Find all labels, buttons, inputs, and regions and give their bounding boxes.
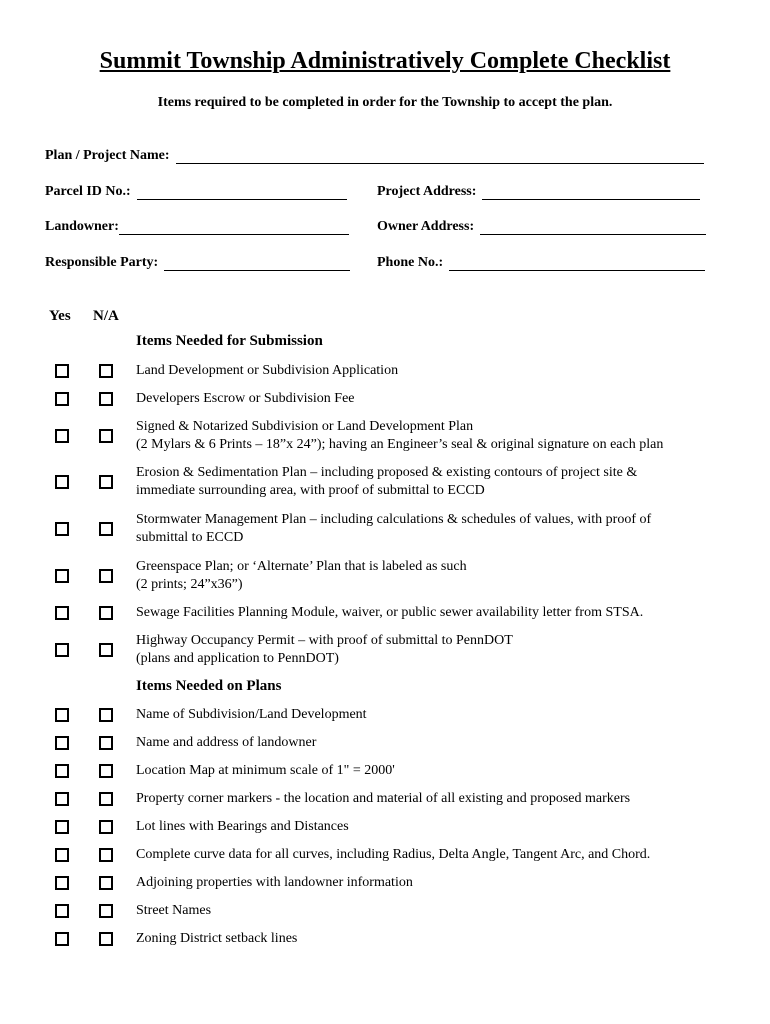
yes-checkbox[interactable] (55, 643, 69, 657)
plan-name-label: Plan / Project Name: (45, 148, 170, 163)
item-text (136, 604, 736, 622)
item-text (136, 762, 736, 780)
na-checkbox[interactable] (99, 764, 113, 778)
item-line: (plans and application to PennDOT) (136, 651, 339, 666)
parcel-id-field[interactable] (45, 180, 347, 200)
na-checkbox[interactable] (99, 364, 113, 378)
plans-heading: Items Needed on Plans (136, 678, 282, 694)
na-checkbox[interactable] (99, 792, 113, 806)
project-address-label: Project Address: (377, 184, 477, 199)
yes-checkbox[interactable] (55, 606, 69, 620)
phone-input-line[interactable] (449, 256, 705, 271)
item-text (136, 706, 736, 724)
responsible-party-input-line[interactable] (164, 256, 350, 271)
item-line: Street Names (136, 903, 212, 918)
na-checkbox[interactable] (99, 904, 113, 918)
submission-heading: Items Needed for Submission (136, 333, 323, 349)
item-line: Signed & Notarized Subdivision or Land Development Plan (136, 419, 474, 434)
responsible-party-label: Responsible Party: (45, 255, 159, 270)
na-checkbox[interactable] (99, 932, 113, 946)
responsible-party-field[interactable] (45, 251, 350, 271)
yes-checkbox[interactable] (55, 475, 69, 489)
item-text (136, 846, 736, 864)
item-text (136, 874, 736, 892)
na-checkbox[interactable] (99, 606, 113, 620)
item-text (136, 464, 736, 500)
yes-checkbox[interactable] (55, 820, 69, 834)
yes-checkbox[interactable] (55, 429, 69, 443)
yes-checkbox[interactable] (55, 569, 69, 583)
landowner-field[interactable] (45, 215, 349, 235)
item-line: Sewage Facilities Planning Module, waiver, or public sewer availability letter from STSA. (136, 605, 644, 620)
page-title: Summit Township Administratively Complete Checklist (99, 48, 671, 74)
na-checkbox[interactable] (99, 876, 113, 890)
na-checkbox[interactable] (99, 569, 113, 583)
project-address-input-line[interactable] (482, 185, 700, 200)
item-text (136, 930, 736, 948)
yes-checkbox[interactable] (55, 736, 69, 750)
item-text (136, 511, 736, 547)
item-line: Developers Escrow or Subdivision Fee (136, 391, 355, 406)
item-line: submittal to ECCD (136, 530, 244, 545)
column-na-header: N/A (93, 308, 119, 324)
item-text (136, 390, 736, 408)
phone-label: Phone No.: (377, 255, 444, 270)
na-checkbox[interactable] (99, 736, 113, 750)
na-checkbox[interactable] (99, 820, 113, 834)
yes-checkbox[interactable] (55, 764, 69, 778)
plan-name-input-line[interactable] (176, 149, 704, 164)
na-checkbox[interactable] (99, 643, 113, 657)
yes-checkbox[interactable] (55, 876, 69, 890)
yes-checkbox[interactable] (55, 392, 69, 406)
item-text (136, 632, 736, 668)
item-text (136, 362, 736, 380)
yes-checkbox[interactable] (55, 932, 69, 946)
item-text (136, 902, 736, 920)
yes-checkbox[interactable] (55, 364, 69, 378)
item-text (136, 558, 736, 594)
item-line: Zoning District setback lines (136, 931, 298, 946)
column-yes-header: Yes (49, 308, 71, 324)
owner-address-field[interactable] (377, 215, 706, 235)
na-checkbox[interactable] (99, 392, 113, 406)
item-line: Complete curve data for all curves, including Radius, Delta Angle, Tangent Arc, and Chord. (136, 847, 651, 862)
item-line: Location Map at minimum scale of 1" = 2000' (136, 763, 395, 778)
landowner-label: Landowner: (45, 219, 119, 234)
page-subtitle: Items required to be completed in order for the Township to accept the plan. (157, 95, 613, 110)
na-checkbox[interactable] (99, 429, 113, 443)
yes-checkbox[interactable] (55, 522, 69, 536)
yes-checkbox[interactable] (55, 792, 69, 806)
project-address-field[interactable] (377, 180, 700, 200)
na-checkbox[interactable] (99, 475, 113, 489)
item-text (136, 818, 736, 836)
item-line: Property corner markers - the location and material of all existing and proposed markers (136, 791, 631, 806)
item-line: Name of Subdivision/Land Development (136, 707, 367, 722)
yes-checkbox[interactable] (55, 708, 69, 722)
na-checkbox[interactable] (99, 522, 113, 536)
item-line: Highway Occupancy Permit – with proof of submittal to PennDOT (136, 633, 513, 648)
item-line: (2 Mylars & 6 Prints – 18”x 24”); having an Engineer’s seal & original signature on each plan (136, 437, 664, 452)
na-checkbox[interactable] (99, 848, 113, 862)
item-line: Erosion & Sedimentation Plan – including proposed & existing contours of project site & (136, 465, 638, 480)
item-line: Adjoining properties with landowner information (136, 875, 413, 890)
yes-checkbox[interactable] (55, 848, 69, 862)
item-line: Greenspace Plan; or ‘Alternate’ Plan that is labeled as such (136, 559, 467, 574)
item-text (136, 734, 736, 752)
parcel-id-input-line[interactable] (137, 185, 347, 200)
owner-address-label: Owner Address: (377, 219, 475, 234)
item-line: immediate surrounding area, with proof of submittal to ECCD (136, 483, 485, 498)
item-line: (2 prints; 24”x36”) (136, 577, 243, 592)
phone-field[interactable] (377, 251, 705, 271)
parcel-id-label: Parcel ID No.: (45, 184, 131, 199)
item-line: Name and address of landowner (136, 735, 317, 750)
plan-name-field[interactable] (45, 144, 704, 164)
item-text (136, 790, 736, 808)
item-line: Stormwater Management Plan – including calculations & schedules of values, with proof of (136, 512, 652, 527)
landowner-input-line[interactable] (119, 220, 349, 235)
owner-address-input-line[interactable] (480, 220, 706, 235)
item-text (136, 418, 736, 454)
na-checkbox[interactable] (99, 708, 113, 722)
item-line: Land Development or Subdivision Application (136, 363, 399, 378)
item-line: Lot lines with Bearings and Distances (136, 819, 349, 834)
yes-checkbox[interactable] (55, 904, 69, 918)
